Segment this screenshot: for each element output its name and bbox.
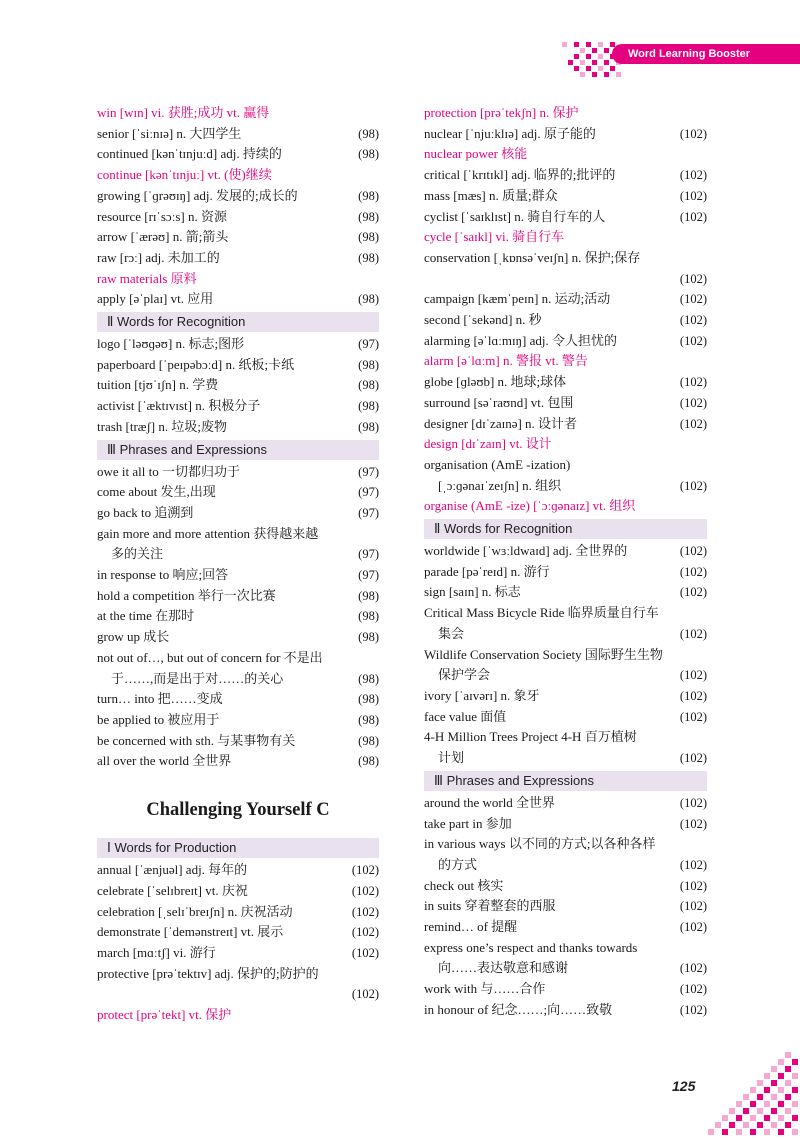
- entry-text: apply [əˈplaɪ] vt. 应用: [97, 291, 214, 307]
- entry-text: mass [mæs] n. 质量;群众: [424, 187, 558, 203]
- vocab-entry: [424, 186, 707, 207]
- page-reference: (98): [358, 357, 379, 372]
- page-reference: (98): [358, 588, 379, 603]
- entry-text-continued: [ˌɔːɡənaɪˈzeɪʃn] n. 组织: [438, 477, 562, 493]
- page-reference: (98): [358, 188, 379, 203]
- entry-text: not out of…, but out of concern for 不是出: [97, 649, 323, 665]
- checker-square: [604, 60, 609, 65]
- checker-square: [592, 48, 597, 53]
- page-reference: (97): [358, 568, 379, 583]
- checker-square: [604, 48, 609, 53]
- page-number: 125: [672, 1078, 696, 1094]
- checker-square: [616, 72, 621, 77]
- page-reference: (102): [679, 271, 707, 286]
- page-reference: (102): [679, 395, 707, 410]
- vocab-entry: [97, 565, 379, 586]
- entry-text: globe [ɡləʊb] n. 地球;球体: [424, 374, 567, 390]
- page-reference: (98): [358, 250, 379, 265]
- entry-text: go back to 追溯到: [97, 504, 194, 520]
- checker-square: [778, 1129, 784, 1135]
- vocab-entry: [424, 562, 707, 583]
- page-reference: (97): [358, 547, 379, 562]
- checker-square: [764, 1115, 770, 1121]
- page-reference: (97): [358, 337, 379, 352]
- checker-square: [750, 1101, 756, 1107]
- right-column: [424, 103, 707, 1021]
- page-reference: (102): [679, 168, 707, 183]
- page-reference: (102): [679, 544, 707, 559]
- entry-text: owe it all to 一切都归功于: [97, 463, 240, 479]
- entry-text: demonstrate [ˈdemənstreɪt] vt. 展示: [97, 924, 284, 940]
- entry-text: in suits 穿着整套的西服: [424, 898, 556, 914]
- page-reference: (98): [358, 609, 379, 624]
- page-reference: (102): [679, 709, 707, 724]
- checker-square: [785, 1108, 791, 1114]
- checker-square: [792, 1087, 798, 1093]
- entry-text: around the world 全世界: [424, 794, 556, 810]
- entry-text: worldwide [ˈwɜːldwaɪd] adj. 全世界的: [424, 543, 628, 559]
- entry-text: raw [rɔː] adj. 未加工的: [97, 249, 220, 265]
- entry-text: be applied to 被应用于: [97, 711, 220, 727]
- entry-text: protection [prəˈtekʃn] n. 保护: [424, 105, 579, 120]
- checker-square: [580, 72, 585, 77]
- entry-text: take part in 参加: [424, 815, 512, 831]
- entry-text: come about 发生,出现: [97, 484, 216, 500]
- entry-text: remind… of 提醒: [424, 919, 518, 935]
- entry-text: gain more and more attention 获得越来越: [97, 525, 319, 541]
- entry-text-continued: 于……,而是出于对……的关心: [111, 670, 284, 686]
- entry-text: trash [træʃ] n. 垃圾;废物: [97, 418, 227, 434]
- vocab-entry: [97, 881, 379, 902]
- vocab-entry: [424, 582, 707, 603]
- entry-text: nuclear power 核能: [424, 146, 528, 162]
- derived-word-entry: [97, 1005, 379, 1026]
- derived-word-entry: [424, 496, 707, 517]
- vocab-entry: [424, 896, 707, 917]
- vocab-entry: [424, 248, 707, 289]
- page-reference: (102): [679, 668, 707, 683]
- vocab-entry: [97, 751, 379, 772]
- page-reference: (102): [679, 1002, 707, 1017]
- entry-text: arrow [ˈærəʊ] n. 箭;箭头: [97, 229, 229, 245]
- page-reference: (102): [679, 126, 707, 141]
- left-column: [97, 103, 379, 1026]
- page-reference: (98): [358, 671, 379, 686]
- checker-square: [574, 42, 579, 47]
- checker-square: [580, 48, 585, 53]
- page-reference: (98): [358, 754, 379, 769]
- entry-text: activist [ˈæktɪvɪst] n. 积极分子: [97, 398, 261, 414]
- vocab-entry: [97, 248, 379, 269]
- checker-square: [778, 1059, 784, 1065]
- checker-square: [750, 1087, 756, 1093]
- vocab-entry: [424, 917, 707, 938]
- checker-square: [722, 1129, 728, 1135]
- entry-text: at the time 在那时: [97, 608, 195, 624]
- vocab-entry: [424, 124, 707, 145]
- checker-decoration-bottom: [700, 1050, 800, 1138]
- page-reference: (102): [351, 863, 379, 878]
- page-reference: (98): [358, 126, 379, 141]
- entry-text: campaign [kæmˈpeɪn] n. 运动;活动: [424, 291, 611, 307]
- entry-text: all over the world 全世界: [97, 753, 232, 769]
- vocab-entry: [97, 462, 379, 483]
- page-reference: (102): [679, 375, 707, 390]
- page-reference: (98): [358, 733, 379, 748]
- page-reference: (102): [679, 920, 707, 935]
- entry-text: cycle [ˈsaɪkl] vi. 骑自行车: [424, 229, 565, 245]
- entry-text: grow up 成长: [97, 629, 170, 645]
- vocab-entry: [97, 860, 379, 881]
- derived-word-entry: [97, 269, 379, 290]
- section-heading: Ⅲ Phrases and Expressions: [424, 771, 707, 791]
- checker-square: [785, 1052, 791, 1058]
- vocab-entry: [97, 586, 379, 607]
- vocab-entry: [97, 922, 379, 943]
- page-reference: (102): [679, 292, 707, 307]
- vocab-entry: [97, 334, 379, 355]
- entry-text: check out 核实: [424, 877, 504, 893]
- checker-square: [708, 1129, 714, 1135]
- vocab-entry: [97, 144, 379, 165]
- checker-square: [586, 42, 591, 47]
- entry-text: surround [səˈraʊnd] vt. 包围: [424, 394, 574, 410]
- checker-square: [736, 1115, 742, 1121]
- entry-text: second [ˈsekənd] n. 秒: [424, 312, 542, 328]
- checker-square: [743, 1094, 749, 1100]
- entry-text: organisation (AmE -ization): [424, 456, 571, 472]
- checker-square: [778, 1073, 784, 1079]
- vocab-entry: [97, 355, 379, 376]
- entry-text: win [wɪn] vi. 获胜;成功 vt. 赢得: [97, 105, 270, 120]
- vocab-entry: [424, 727, 707, 768]
- vocab-entry: [424, 834, 707, 875]
- page-reference: (102): [679, 982, 707, 997]
- checker-square: [736, 1101, 742, 1107]
- vocab-entry: [97, 186, 379, 207]
- checker-square: [586, 66, 591, 71]
- entry-text: nuclear [ˈnjuːklɪə] adj. 原子能的: [424, 125, 596, 141]
- page-reference: (102): [679, 751, 707, 766]
- entry-text: continued [kənˈtɪnjuːd] adj. 持续的: [97, 146, 282, 162]
- entry-text: sign [saɪn] n. 标志: [424, 584, 521, 600]
- entry-text: tuition [tjʊˈɪʃn] n. 学费: [97, 377, 219, 393]
- vocab-entry: [97, 503, 379, 524]
- entry-text: protective [prəˈtektɪv] adj. 保护的;防护的: [97, 965, 319, 981]
- vocab-entry: [424, 310, 707, 331]
- vocab-entry: [97, 689, 379, 710]
- header-banner: Word Learning Booster: [612, 44, 800, 64]
- checker-square: [750, 1115, 756, 1121]
- checker-square: [771, 1108, 777, 1114]
- derived-word-entry: [97, 103, 379, 124]
- checker-square: [750, 1129, 756, 1135]
- checker-square: [598, 42, 603, 47]
- entry-text: in various ways 以不同的方式;以各种各样: [424, 836, 656, 852]
- page-reference: (102): [679, 564, 707, 579]
- page-reference: (102): [679, 585, 707, 600]
- entry-text: march [mɑːtʃ] vi. 游行: [97, 944, 216, 960]
- page-reference: (102): [679, 878, 707, 893]
- page-reference: (102): [679, 188, 707, 203]
- page-reference: (98): [358, 692, 379, 707]
- page-reference: (98): [358, 630, 379, 645]
- page-reference: (102): [679, 961, 707, 976]
- page-reference: (102): [679, 478, 707, 493]
- entry-text: hold a competition 举行一次比赛: [97, 587, 276, 603]
- checker-square: [771, 1094, 777, 1100]
- page-reference: (102): [351, 883, 379, 898]
- page-reference: (98): [358, 292, 379, 307]
- checker-square: [562, 42, 567, 47]
- entry-text-continued: 向……表达敬意和感谢: [438, 960, 569, 976]
- checker-square: [580, 60, 585, 65]
- vocab-entry: [97, 943, 379, 964]
- page-reference: (98): [358, 378, 379, 393]
- vocab-entry: [424, 393, 707, 414]
- entry-text: conservation [ˌkɒnsəˈveɪʃn] n. 保护;保存: [424, 249, 641, 265]
- vocab-entry: [424, 541, 707, 562]
- checker-square: [792, 1115, 798, 1121]
- vocab-entry: [424, 686, 707, 707]
- entry-text: face value 面值: [424, 708, 507, 724]
- entry-text: designer [dɪˈzaɪnə] n. 设计者: [424, 415, 578, 431]
- checker-square: [568, 60, 573, 65]
- vocab-entry: [424, 876, 707, 897]
- entry-text: ivory [ˈaɪvərɪ] n. 象牙: [424, 687, 540, 703]
- page-reference: (97): [358, 505, 379, 520]
- vocab-entry: [97, 902, 379, 923]
- entry-text: in response to 响应;回答: [97, 567, 229, 583]
- entry-text: organise (AmE -ize) [ˈɔːɡənaɪz] vt. 组织: [424, 498, 636, 514]
- checker-square: [598, 66, 603, 71]
- vocab-entry: [97, 417, 379, 438]
- page-reference: (102): [351, 945, 379, 960]
- checker-square: [778, 1115, 784, 1121]
- vocab-entry: [97, 524, 379, 565]
- checker-square: [785, 1122, 791, 1128]
- entry-text: annual [ˈænjuəl] adj. 每年的: [97, 862, 248, 878]
- checker-square: [771, 1122, 777, 1128]
- checker-square: [574, 54, 579, 59]
- page-reference: (102): [679, 626, 707, 641]
- page-reference: (102): [351, 987, 379, 1002]
- checker-square: [764, 1073, 770, 1079]
- page-reference: (102): [679, 816, 707, 831]
- checker-square: [743, 1122, 749, 1128]
- derived-word-entry: [424, 351, 707, 372]
- checker-square: [592, 72, 597, 77]
- derived-word-entry: [97, 165, 379, 186]
- entry-text: growing [ˈɡrəʊɪŋ] adj. 发展的;成长的: [97, 187, 298, 203]
- vocab-entry: [424, 165, 707, 186]
- vocab-entry: [97, 289, 379, 310]
- vocab-entry: [424, 793, 707, 814]
- checker-square: [757, 1122, 763, 1128]
- vocab-entry: [424, 372, 707, 393]
- checker-square: [757, 1080, 763, 1086]
- checker-square: [722, 1115, 728, 1121]
- section-heading: Ⅱ Words for Recognition: [424, 519, 707, 539]
- checker-square: [715, 1122, 721, 1128]
- entry-text: celebration [ˌselɪˈbreɪʃn] n. 庆祝活动: [97, 903, 293, 919]
- vocab-entry: [424, 603, 707, 644]
- vocab-entry: [424, 414, 707, 435]
- page-reference: (102): [679, 416, 707, 431]
- vocab-entry: [424, 814, 707, 835]
- entry-text: be concerned with sth. 与某事物有关: [97, 732, 296, 748]
- entry-text: celebrate [ˈselɪbreɪt] vt. 庆祝: [97, 882, 248, 898]
- entry-text: paperboard [ˈpeɪpəbɔːd] n. 纸板;卡纸: [97, 356, 295, 372]
- vocab-entry: [97, 627, 379, 648]
- entry-text: 4-H Million Trees Project 4-H 百万植树: [424, 729, 637, 745]
- section-heading: Ⅰ Words for Production: [97, 838, 379, 858]
- derived-word-entry: [424, 103, 707, 124]
- page-reference: (98): [358, 209, 379, 224]
- entry-text: raw materials 原料: [97, 270, 197, 286]
- vocab-entry: [424, 979, 707, 1000]
- checker-square: [778, 1101, 784, 1107]
- vocab-entry: [97, 207, 379, 228]
- page-reference: (98): [358, 399, 379, 414]
- vocab-entry: [97, 375, 379, 396]
- section-heading: Ⅲ Phrases and Expressions: [97, 440, 379, 460]
- entry-text: cyclist [ˈsaɪklɪst] n. 骑自行车的人: [424, 208, 606, 224]
- vocab-entry: [97, 227, 379, 248]
- entry-text: continue [kənˈtɪnjuː] vt. (使)继续: [97, 167, 272, 183]
- vocab-entry: [97, 482, 379, 503]
- checker-square: [592, 60, 597, 65]
- checker-square: [757, 1094, 763, 1100]
- checker-square: [604, 72, 609, 77]
- checker-square: [610, 66, 615, 71]
- entry-text: turn… into 把……变成: [97, 691, 223, 707]
- checker-square: [792, 1101, 798, 1107]
- checker-square: [757, 1108, 763, 1114]
- entry-text: Critical Mass Bicycle Ride 临界质量自行车: [424, 605, 659, 621]
- checker-square: [586, 54, 591, 59]
- entry-text: logo [ˈləʊɡəʊ] n. 标志;图形: [97, 336, 245, 352]
- entry-text: parade [pəˈreɪd] n. 游行: [424, 563, 550, 579]
- entry-text: critical [ˈkrɪtɪkl] adj. 临界的;批评的: [424, 167, 616, 183]
- derived-word-entry: [424, 144, 707, 165]
- checker-square: [743, 1108, 749, 1114]
- vocab-entry: [424, 938, 707, 979]
- page-reference: (97): [358, 485, 379, 500]
- page-reference: (98): [358, 147, 379, 162]
- page-reference: (98): [358, 230, 379, 245]
- vocab-entry: [97, 648, 379, 689]
- page-reference: (102): [679, 688, 707, 703]
- unit-title: Challenging Yourself C: [146, 800, 330, 821]
- checker-square: [771, 1066, 777, 1072]
- entry-text: senior [ˈsiːnɪə] n. 大四学生: [97, 125, 242, 141]
- checker-square: [785, 1094, 791, 1100]
- checker-square: [598, 54, 603, 59]
- vocab-entry: [97, 710, 379, 731]
- entry-text: Wildlife Conservation Society 国际野生生物: [424, 646, 663, 662]
- checker-square: [792, 1059, 798, 1065]
- checker-square: [574, 66, 579, 71]
- vocab-entry: [97, 606, 379, 627]
- entry-text: alarming [əˈlɑːmɪŋ] adj. 令人担忧的: [424, 332, 618, 348]
- page-reference: (102): [679, 857, 707, 872]
- checker-square: [771, 1080, 777, 1086]
- vocab-entry: [424, 331, 707, 352]
- checker-square: [764, 1129, 770, 1135]
- page-reference: (102): [679, 209, 707, 224]
- vocab-entry: [424, 645, 707, 686]
- entry-text: resource [rɪˈsɔːs] n. 资源: [97, 208, 227, 224]
- checker-square: [785, 1080, 791, 1086]
- vocab-entry: [424, 289, 707, 310]
- section-heading: Ⅱ Words for Recognition: [97, 312, 379, 332]
- entry-text-continued: 计划: [438, 750, 465, 766]
- vocab-entry: [97, 124, 379, 145]
- page-reference: (97): [358, 464, 379, 479]
- checker-square: [764, 1101, 770, 1107]
- vocab-entry: [424, 1000, 707, 1021]
- vocab-entry: [97, 396, 379, 417]
- page-reference: (102): [679, 313, 707, 328]
- entry-text: express one’s respect and thanks towards: [424, 939, 638, 955]
- checker-square: [729, 1108, 735, 1114]
- checker-square: [792, 1129, 798, 1135]
- checker-square: [792, 1073, 798, 1079]
- entry-text-continued: 集会: [438, 625, 465, 641]
- page-reference: (102): [351, 925, 379, 940]
- vocab-entry: [424, 207, 707, 228]
- derived-word-entry: [424, 434, 707, 455]
- page-reference: (102): [351, 904, 379, 919]
- entry-text-continued: 多的关注: [111, 546, 164, 562]
- derived-word-entry: [424, 227, 707, 248]
- vocab-entry: [97, 964, 379, 1005]
- checker-square: [778, 1087, 784, 1093]
- entry-text: alarm [əˈlɑːm] n. 警报 vt. 警告: [424, 353, 588, 369]
- page-reference: (102): [679, 333, 707, 348]
- vocab-entry: [424, 455, 707, 496]
- entry-text: protect [prəˈtekt] vt. 保护: [97, 1007, 232, 1023]
- page-reference: (102): [679, 899, 707, 914]
- checker-square: [736, 1129, 742, 1135]
- checker-square: [785, 1066, 791, 1072]
- vocab-entry: [424, 707, 707, 728]
- entry-text-continued: 的方式: [438, 856, 478, 872]
- entry-text-continued: 保护学会: [438, 667, 491, 683]
- checker-square: [729, 1122, 735, 1128]
- checker-square: [764, 1087, 770, 1093]
- page-reference: (98): [358, 419, 379, 434]
- entry-text: in honour of 纪念……;向……致敬: [424, 1001, 613, 1017]
- page-reference: (98): [358, 712, 379, 727]
- entry-text: work with 与……合作: [424, 981, 546, 997]
- page-reference: (102): [679, 795, 707, 810]
- vocab-entry: [97, 731, 379, 752]
- entry-text: design [dɪˈzaɪn] vt. 设计: [424, 436, 552, 452]
